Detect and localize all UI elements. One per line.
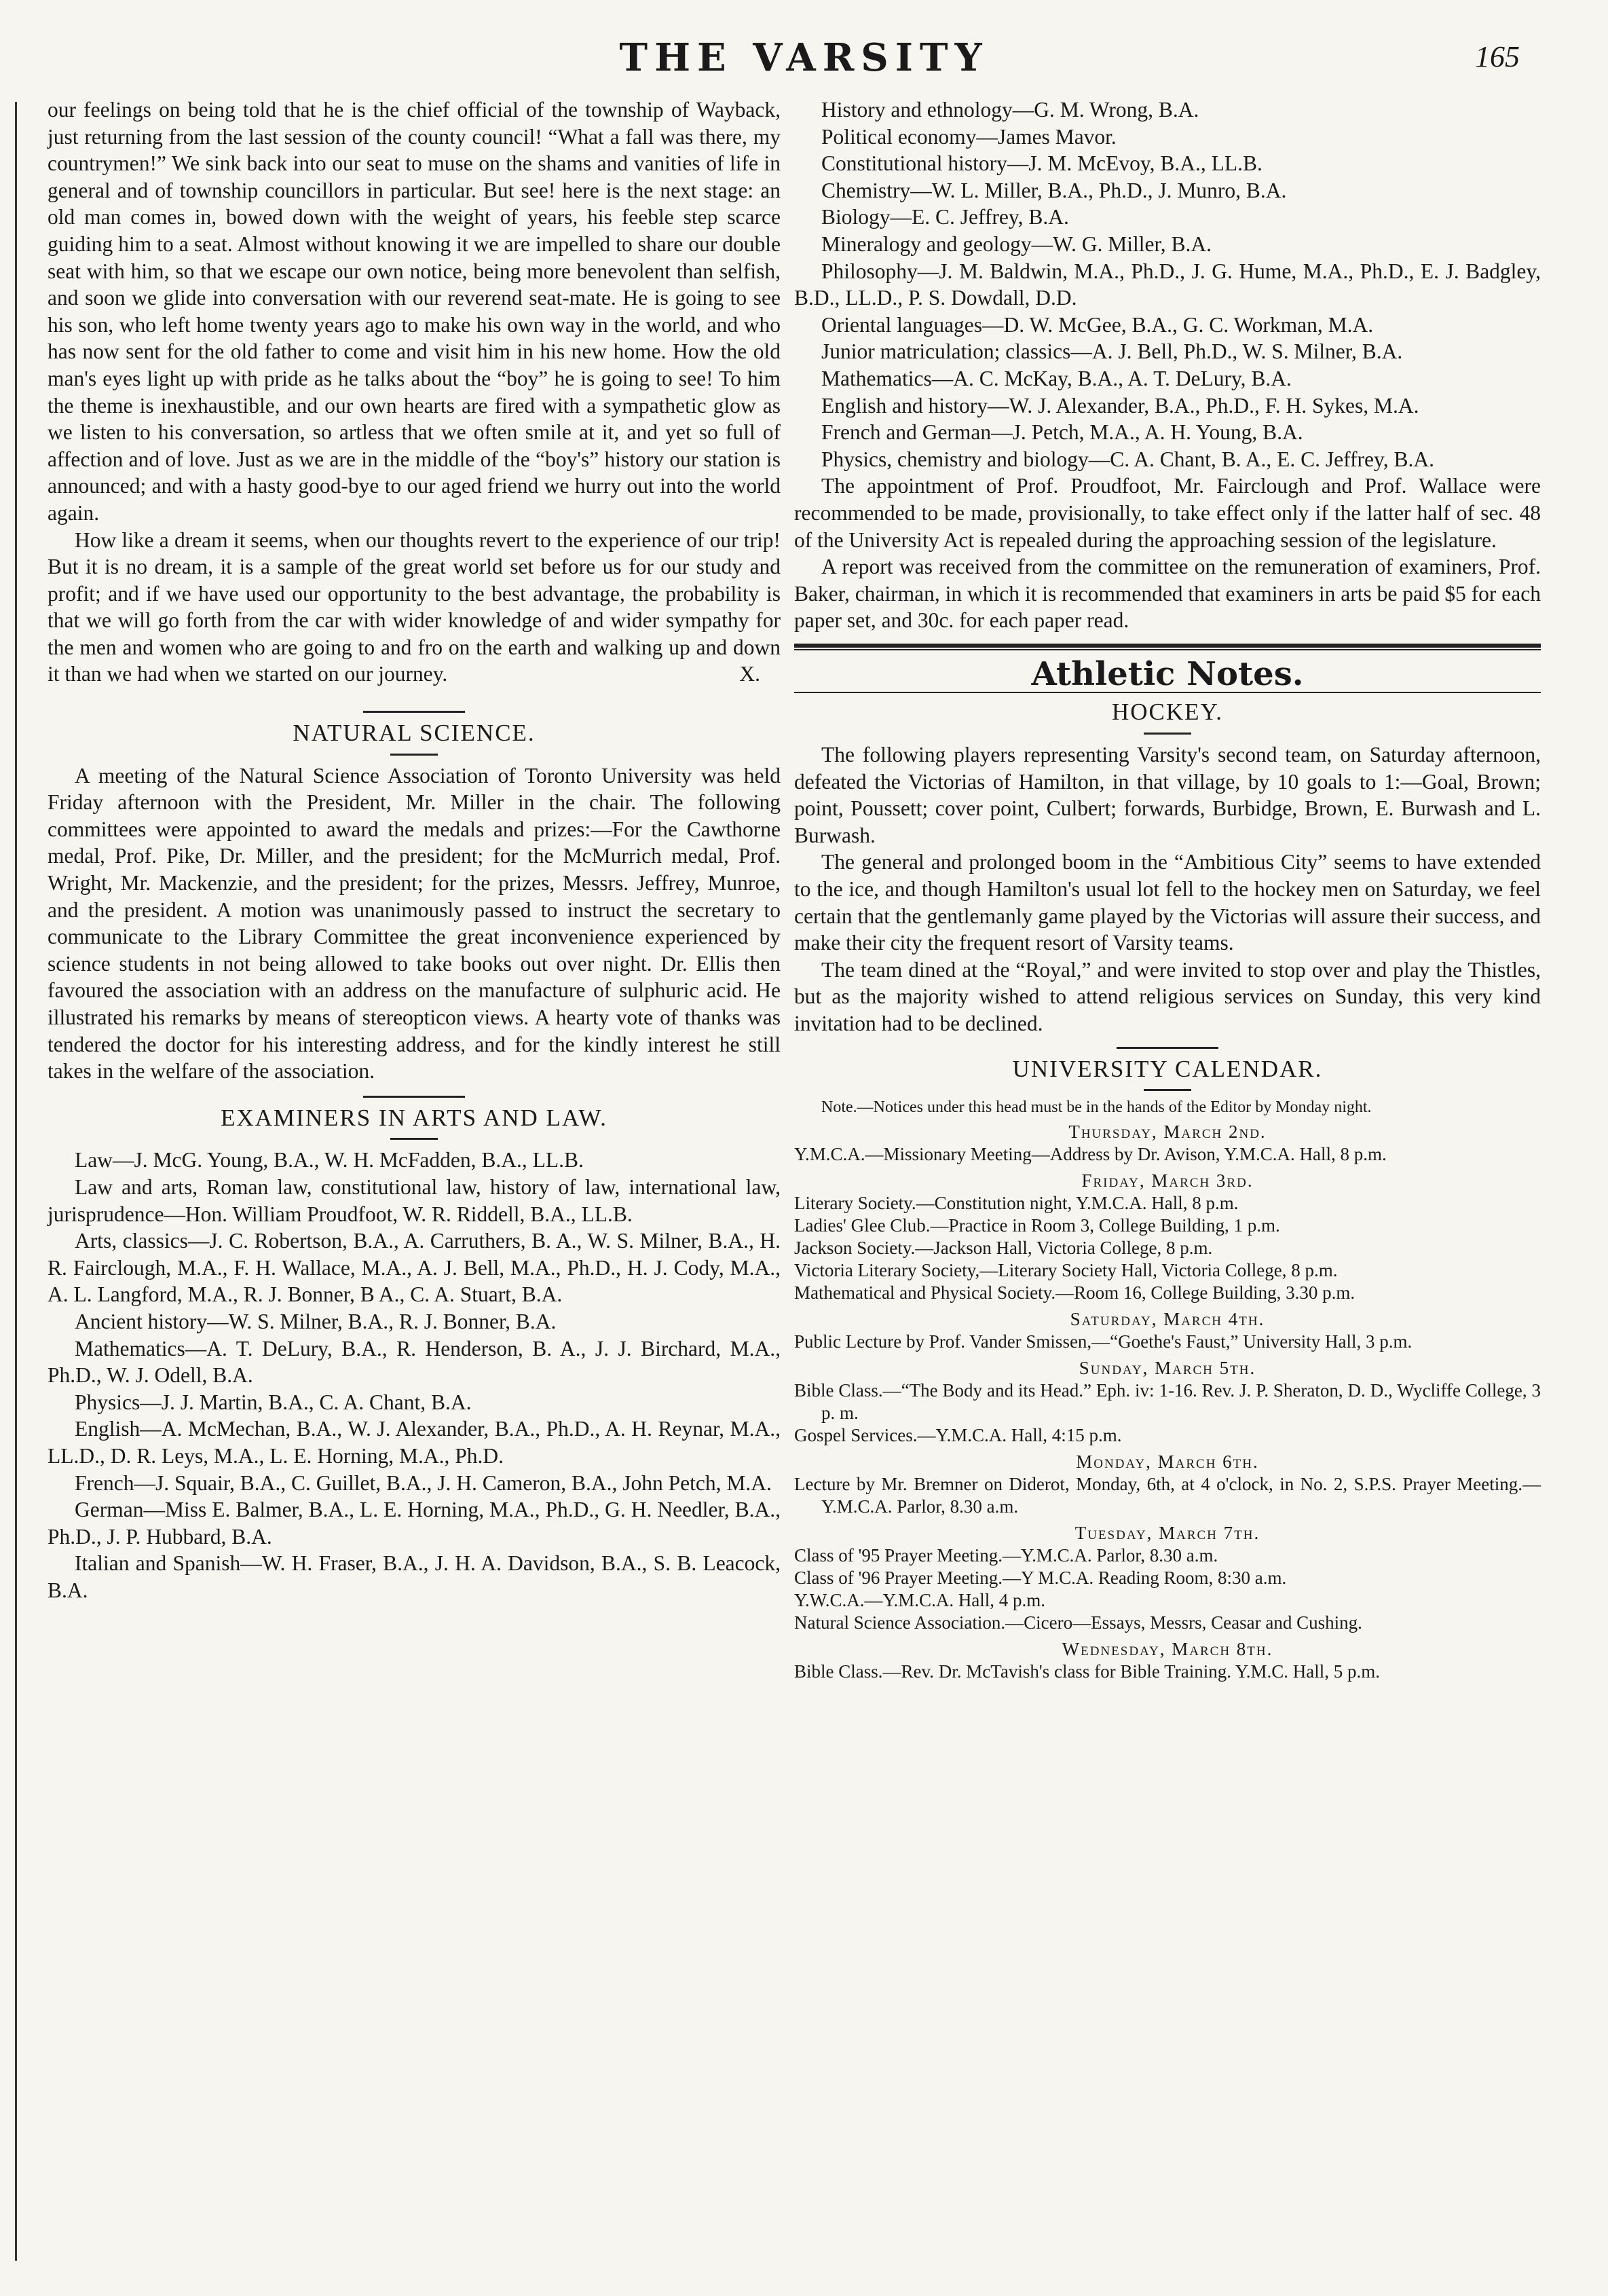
calendar-entry: Jackson Society.—Jackson Hall, Victoria College, 8 p.m. [794,1238,1213,1259]
university-calendar [794,1098,1541,1683]
calendar-entry: Victoria Literary Society,—Literary Society Hall, Victoria College, 8 p.m. [794,1260,1338,1281]
calendar-entry: Public Lecture by Prof. Vander Smissen,—“Goethe's Faust,” University Hall, 3 p.m. [794,1331,1413,1352]
hockey-heading: HOCKEY. [1111,699,1224,726]
examiners-list-right [794,96,1541,473]
left-column [48,96,781,1604]
examiner-entry: Chemistry—W. L. Miller, B.A., Ph.D., J. Munro, B.A. [821,178,1287,202]
examiner-entry: French and German—J. Petch, M.A., A. H. Young, B.A. [821,420,1303,445]
calendar-entry: Class of '95 Prayer Meeting.—Y.M.C.A. Parlor, 8.30 a.m. [794,1545,1218,1566]
calendar-days [794,1121,1541,1683]
examiner-entry: Physics—J. J. Martin, B.A., C. A. Chant, B.A. [75,1390,472,1414]
report-text: A report was received from the committee on the remuneration of examiners, Prof. Baker, chairman, in which it is recommended that examiners in arts be paid $5 for each paper set, and 30c. for each paper read. [794,555,1541,633]
examiner-entry: Law—J. McG. Young, B.A., W. H. McFadden, B.A., LL.B. [75,1148,584,1172]
travel-paragraph-1: our feelings on being told that he is the chief official of the township of Wayback, just returning from the last session of the county council! “What a fall was there, my countrymen!” We sink back into our seat to muse on the shams and vanities of life in general and of township councillors in particular. But see! here is the next stage: an old man comes in, bowed down with the weight of years, his feeble step scarce guiding him to a seat. Almost without knowing it we are impelled to share our double seat with him, so that we escape our own notice, being more benevolent than selfish, and soon we glide into conversation with our reverend seat-mate. He is going to see his son, who left home twenty years ago to make his own way in the world, and who has now sent for the old father to come and visit him in his new home. How the old man's eyes light up with pride as he talks about the “boy” he is going to see! To him the theme is inexhaustible, and our own hearts are fired with a sympathetic glow as we listen to his conversation, so artless that we often smile at it, and yet so full of affection and of love. Just as we are in the middle of the “boy's” history our station is announced; and with a hasty good-bye to our aged friend we hurry out into the world again. [48,98,781,525]
calendar-entry: Y.M.C.A.—Missionary Meeting—Address by Dr. Avison, Y.M.C.A. Hall, 8 p.m. [794,1144,1387,1165]
examiner-entry: German—Miss E. Balmer, B.A., L. E. Horning, M.A., Ph.D., G. H. Needler, B.A., Ph.D., J. P. Hubbard, B.A. [48,1498,781,1549]
hockey-paragraph: The general and prolonged boom in the “Ambitious City” seems to have extended to the ice, and though Hamilton's usual lot fell to the hockey men on Saturday, we feel certain that the gentlemanly game played by the Victorias will assure their success, and make their city the frequent resort of Varsity teams. [794,850,1541,955]
examiner-entry: Physics, chemistry and biology—C. A. Chant, B. A., E. C. Jeffrey, B.A. [821,447,1434,471]
calendar-entry: Class of '96 Prayer Meeting.—Y M.C.A. Reading Room, 8:30 a.m. [794,1568,1287,1589]
calendar-entry: Bible Class.—Rev. Dr. McTavish's class for Bible Training. Y.M.C. Hall, 5 p.m. [794,1661,1380,1682]
examiner-entry: Mathematics—A. T. DeLury, B.A., R. Henderson, B. A., J. J. Birchard, M.A., Ph.D., W. J. Odell, B.A. [48,1336,781,1388]
travel-paragraph-2: How like a dream it seems, when our thoughts revert to the experience of our trip! But it is no dream, it is a sample of the great world set before us for our study and profit; and if we have used our opportunity to the best advantage, the probability is that we will go forth from the car with wider knowledge of and wider sympathy for the men and women who are going to and fro on the earth and walking up and down it than we had when we started on our journey. X. [48,527,781,688]
right-column [794,96,1541,1683]
calendar-entry: Lecture by Mr. Bremner on Diderot, Monday, 6th, at 4 o'clock, in No. 2, S.P.S. Prayer Meeting.—Y.M.C.A. Parlor, 8.30 a.m. [794,1474,1541,1517]
section-divider [390,1138,438,1140]
examiner-entry: Law and arts, Roman law, constitutional law, history of law, international law, jurisprudence—Hon. William Proudfoot, W. R. Riddell, B.A., LL.B. [48,1174,781,1226]
calendar-day-heading: Friday, March 3rd. [1081,1170,1254,1191]
calendar-entry: Gospel Services.—Y.M.C.A. Hall, 4:15 p.m. [794,1425,1122,1446]
calendar-day-heading: Thursday, March 2nd. [1068,1122,1267,1143]
examiner-entry: Junior matriculation; classics—A. J. Bell, Ph.D., W. S. Milner, B.A. [821,339,1403,364]
hockey-paragraph: The following players representing Varsity's second team, on Saturday afternoon, defeated the Victorias of Hamilton, in that village, by 10 goals to 1:—Goal, Brown; point, Poussett; cover point, Culbert; forwards, Burbidge, Brown, E. Burwash and L. Burwash. [794,743,1541,847]
calendar-entry: Natural Science Association.—Cicero—Essays, Messrs, Ceasar and Cushing. [794,1612,1362,1633]
examiners-list-left [48,1147,781,1604]
athletic-notes-heading: Athletic Notes. [1031,654,1304,693]
calendar-day-heading: Monday, March 6th. [1076,1451,1259,1473]
examiner-entry: Philosophy—J. M. Baldwin, M.A., Ph.D., J. G. Hume, M.A., Ph.D., E. J. Badgley, B.D., LL.D., P. S. Dowdall, D.D. [794,259,1541,310]
section-divider [1117,1047,1218,1049]
hockey-paragraph: The team dined at the “Royal,” and were invited to stop over and play the Thistles, but as the majority wished to attend religious services on Sunday, this very kind invitation had to be declined. [794,957,1541,1035]
examiner-entry: Constitutional history—J. M. McEvoy, B.A., LL.B. [821,151,1263,176]
examiner-entry: History and ethnology—G. M. Wrong, B.A. [821,98,1199,122]
left-margin-line [15,102,17,2261]
section-divider [363,711,465,713]
calendar-day-heading: Tuesday, March 7th. [1074,1523,1260,1544]
calendar-entry: Mathematical and Physical Society.—Room 16, College Building, 3.30 p.m. [794,1282,1355,1303]
examiner-entry: Ancient history—W. S. Milner, B.A., R. J. Bonner, B.A. [75,1309,557,1333]
calendar-entry: Y.W.C.A.—Y.M.C.A. Hall, 4 p.m. [794,1590,1046,1611]
calendar-day-heading: Wednesday, March 8th. [1062,1639,1273,1660]
examiner-entry: Mineralogy and geology—W. G. Miller, B.A. [821,232,1212,256]
examiner-entry: Arts, classics—J. C. Robertson, B.A., A. Carruthers, B. A., W. S. Milner, B.A., H. R. Fairclough, M.A., F. H. Wallace, M.A., A. J. Bell, M.A., Ph.D., H. J. Cody, M.A., A. L. Langford, M.A., R. J. Bonner, B A., C. A. Stuart, B.A. [48,1229,781,1307]
calendar-heading: UNIVERSITY CALENDAR. [1012,1055,1323,1082]
section-divider [363,1096,465,1098]
examiners-heading: EXAMINERS IN ARTS AND LAW. [221,1104,607,1131]
calendar-entry: Ladies' Glee Club.—Practice in Room 3, College Building, 1 p.m. [794,1215,1280,1236]
examiner-entry: Mathematics—A. C. McKay, B.A., A. T. DeLury, B.A. [821,366,1292,390]
calendar-entry: Literary Society.—Constitution night, Y.M.C.A. Hall, 8 p.m. [794,1193,1239,1214]
examiner-entry: English—A. McMechan, B.A., W. J. Alexander, B.A., Ph.D., A. H. Reynar, M.A., LL.D., D. R. Leys, M.A., L. E. Horning, M.A., Ph.D. [48,1417,781,1468]
calendar-note: Note.—Notices under this head must be in the hands of the Editor by Monday night. [821,1098,1372,1117]
natural-science-heading: NATURAL SCIENCE. [293,720,536,747]
page-number: 165 [1475,40,1520,73]
travel-signature: X. [739,662,760,686]
examiner-entry: Oriental languages—D. W. McGee, B.A., G. C. Workman, M.A. [821,312,1374,337]
examiner-entry: Political economy—James Mavor. [821,124,1117,149]
examiner-entry: Italian and Spanish—W. H. Fraser, B.A., J. H. A. Davidson, B.A., S. B. Leacock, B.A. [48,1551,781,1602]
examiner-entry: Biology—E. C. Jeffrey, B.A. [821,205,1069,229]
appointment-text: The appointment of Prof. Proudfoot, Mr. Fairclough and Prof. Wallace were recommended to be made, provisionally, to take effect only if the latter half of sec. 48 of the University Act is repealed during the approaching session of the legislature. [794,474,1541,552]
athletic-rule [794,644,1541,650]
section-divider [1144,1089,1191,1091]
natural-science-text: A meeting of the Natural Science Association of Toronto University was held Friday afternoon with the President, Mr. Miller in the chair. The following committees were appointed to award the medals and prizes:—For the Cawthorne medal, Prof. Pike, Dr. Miller, and the president; for the McMurrich medal, Prof. Wright, Mr. Mackenzie, and the president; for the prizes, Messrs. Jeffrey, Munroe, and the president. A motion was unanimously passed to instruct the secretary to communicate to the Library Committee the great inconvenience experienced by science students in not being allowed to take books out over night. Dr. Ellis then favoured the association with an address on the manufacture of sulphuric acid. He illustrated his remarks by means of stereopticon views. A hearty vote of thanks was tendered the doctor for his interesting address, and for the kindly interest he still takes in the welfare of the association. [48,763,781,1084]
calendar-day-heading: Saturday, March 4th. [1070,1309,1265,1330]
section-divider [1144,733,1191,735]
section-divider [390,754,438,756]
calendar-day-heading: Sunday, March 5th. [1079,1358,1256,1379]
examiner-entry: French—J. Squair, B.A., C. Guillet, B.A., J. H. Cameron, B.A., John Petch, M.A. [75,1470,772,1495]
calendar-entry: Bible Class.—“The Body and its Head.” Eph. iv: 1-16. Rev. J. P. Sheraton, D. D., Wycliffe College, 3 p. m. [794,1380,1541,1424]
examiner-entry: English and history—W. J. Alexander, B.A., Ph.D., F. H. Sykes, M.A. [821,393,1419,418]
masthead-title: THE VARSITY [619,35,989,80]
